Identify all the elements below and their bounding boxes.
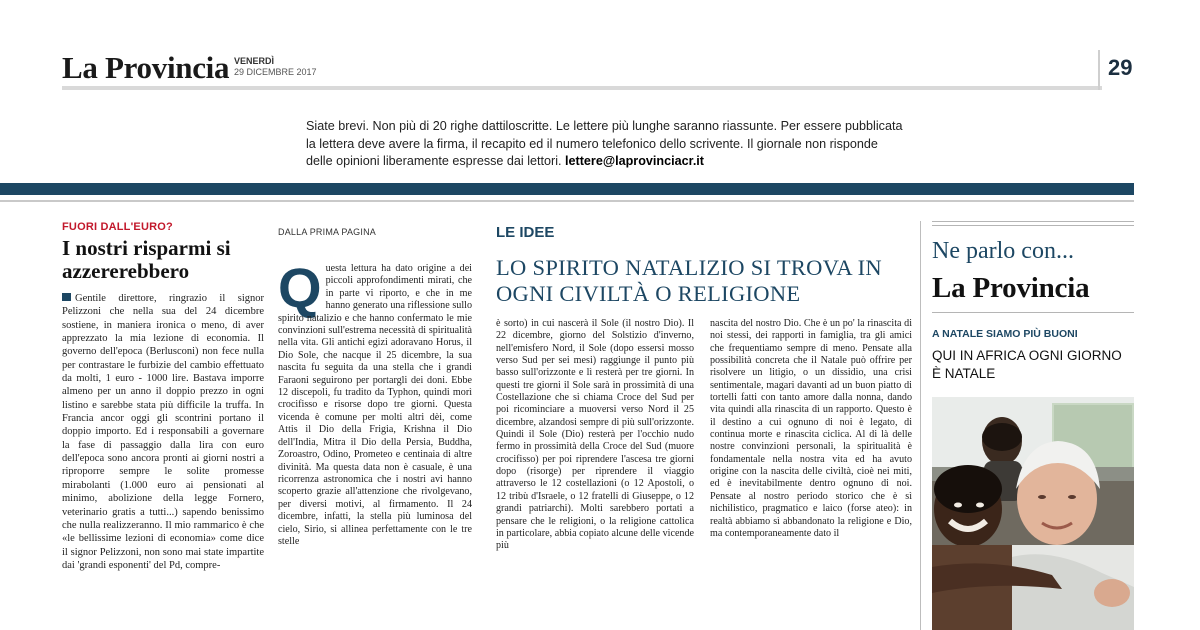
section-band-rule (0, 200, 1134, 202)
letters-notice (306, 118, 906, 171)
front-page-body-block (278, 256, 472, 548)
issue-date (234, 56, 317, 78)
issue-day: VENERDÌ (234, 56, 275, 66)
notice-text: Siate brevi. Non più di 20 righe dattiloscritte. Le lettere più lunghe saranno riassunte. Per essere pubblicata la lettera deve avere la firma, il recapito ed il numero telefonico dello scrivente. Il giornale non risponde delle opinioni liberamente espresse dai lettori. (306, 119, 903, 168)
letters-email-link[interactable]: lettere@laprovinciacr.it (565, 154, 705, 168)
ideas-column-b: nascita del nostro Dio. Che è un po' la rinascita di noi stessi, dei rapporti in famiglia, tra gli amici che frequentiamo sempre di meno. Pensate alla possibilità concreta che il Natale può offrire per risolvere un litigio, o un dissidio, una crisi sentimentale, magari davanti ad un buon piatto di tortelli fatti con tanto amore dalla nonna, dando vita quindi alla rinascita di un rapporto. Questo è il destino a cui ognuno di noi è legato, di continua morte e rinascita ciclica. Al di là delle nostre convinzioni personali, la spiritualità è fondamentale nella nostra vita ed ha avuto origine con la nascita delle civiltà, cioè nei miti, ed è inevitabilmente dentro ognuno di noi. Pensate al nostro periodo storico che è sì nichilistico, pragmatico e laico (forse ateo): in realtà abbiamo sì abbandonato la religione e Dio, ma contemporaneamente dato il (710, 318, 912, 539)
square-bullet-icon (62, 293, 71, 301)
ideas-kicker: LE IDEE (496, 224, 555, 241)
letter-title: I nostri risparmi si azzererebbero (62, 236, 231, 283)
section-band (0, 183, 1134, 195)
newspaper-title: La Provincia (62, 50, 230, 85)
sidebar-top-rule (932, 221, 1134, 222)
ideas-column-a: è sorto) in cui nascerà il Sole (il nostro Dio). Il 22 dicembre, giorno del Solstizio d'inverno, nell'emisfero Nord, il Sole (dopo essersi mosso verso Sud per sei mesi) raggiunge il punto più basso sull'orizzonte e lì resterà per tre giorni. In questi tre giorni il Sole sarà in prossimità di una Costellazione che si chiama Croce del Sud per poi ricominciare a muoversi verso Nord il 25 dicembre, alzandosi sempre di più sull'orizzonte. Quindi il Sole (Dio) resterà per l'occhio nudo fermo in prossimità della Croce del Sud (muore crocifisso) per poi riprendere l'ascesa tre giorni dopo (risorge) per riprendere il viaggio attraverso le 12 costellazioni (o 12 Apostoli, o 12 tribù d'Israele, o 12 fratelli di Giuseppe, o 12 grandi patriarchi). Molti sarebbero portati a pensare che le religioni, o la religione cattolica in particolare, abbia copiato alcune delle vicende più (496, 318, 694, 552)
photo-illustration (932, 397, 1134, 630)
sidebar-tagline: Ne parlo con... (932, 238, 1074, 264)
drop-cap: Q (278, 256, 322, 319)
sidebar-divider (920, 221, 921, 630)
front-page-kicker: DALLA PRIMA PAGINA (278, 227, 376, 237)
page-number: 29 (1108, 55, 1133, 80)
sidebar-kicker: A NATALE SIAMO PIÙ BUONI (932, 328, 1078, 340)
front-page-article (278, 227, 472, 548)
letter-article (62, 221, 264, 572)
sidebar-photo (932, 397, 1134, 630)
front-page-body: uesta lettura ha dato origine a dei piccoli approfondimenti mirati, che in parte vi riporto, e che in me hanno generato una riflessione sullo spirito natalizio e che hanno confermato le mie convinzioni sull'estrema necessità di spiritualità nella vita. Gli antichi egizi adoravano Horus, il Dio Sole, che nacque il 25 dicembre, la sua nascita fu seguita da una stella che i grandi Faraoni seguirono per portargli dei doni. Ebbe 12 discepoli, fu tradito da Typhon, quindi morì crocifisso e risorse dopo tre giorni. Questa vicenda è comune per molti altri dèi, come Attis il Dio della Frigia, Krishna il Dio dell'India, Mitra il Dio della Persia, Buddha, Zoroastro, Odino, Prometeo e centinaia di altre divinità. Ma questa data non è casuale, è una ricorrenza astronomica che i nostri avi hanno scoperto grazie all'attenzione che rivolgevano, per diversi motivi, al firmamento. Il 24 dicembre, infatti, la stella più luminosa del cielo, Sirio, si allinea perfettamente con le tre stelle (278, 263, 472, 547)
sidebar-top-rule-2 (932, 225, 1134, 226)
masthead (62, 50, 1134, 92)
masthead-divider (1098, 50, 1100, 90)
sidebar-headline: QUI IN AFRICA OGNI GIORNO È NATALE (932, 348, 1122, 381)
sidebar-mid-rule (932, 312, 1134, 313)
issue-full-date: 29 DICEMBRE 2017 (234, 67, 317, 77)
masthead-rule (62, 86, 1102, 90)
sidebar-brand: La Provincia (932, 272, 1090, 304)
ideas-title: LO SPIRITO NATALIZIO SI TROVA IN OGNI CIVILTÀ O RELIGIONE (496, 255, 882, 306)
letter-body: Gentile direttore, ringrazio il signor Pelizzoni che nella sua del 24 dicembre sostiene, in maniera ironica o meno, di aver apprezzato la mia lezione di economia. Il governo dell'epoca (Berlusconi) non fece nulla per contrastare le furbizie del cambio effettuato da molti, 1 euro - 1000 lire. Bastava imporre almeno per un anno il doppio prezzo in ogni listino e sarebbe stata più difficile la truffa. In Francia ancor oggi gli scontrini portano il doppio importo. Ed i responsabili a governare la fase di passaggio dalla lira con euro dell'epoca sono ancora pronti ai giorni nostri a riproporre sempre le solite promesse mirabolanti (1.000 euro ai pensionati al minimo, abolizione della legge Fornero, veterinario gratis a tutti...) sapendo benissimo che nulla realizzeranno. Il mio rammarico è che «le bellissime lezioni di economia» come dice il signor Pelizzoni, non sono mai state impartite dai 'grandi esponenti' del Pd, compre- (62, 293, 264, 571)
letter-body-block (62, 292, 264, 572)
letter-kicker: FUORI DALL'EURO? (62, 221, 173, 233)
